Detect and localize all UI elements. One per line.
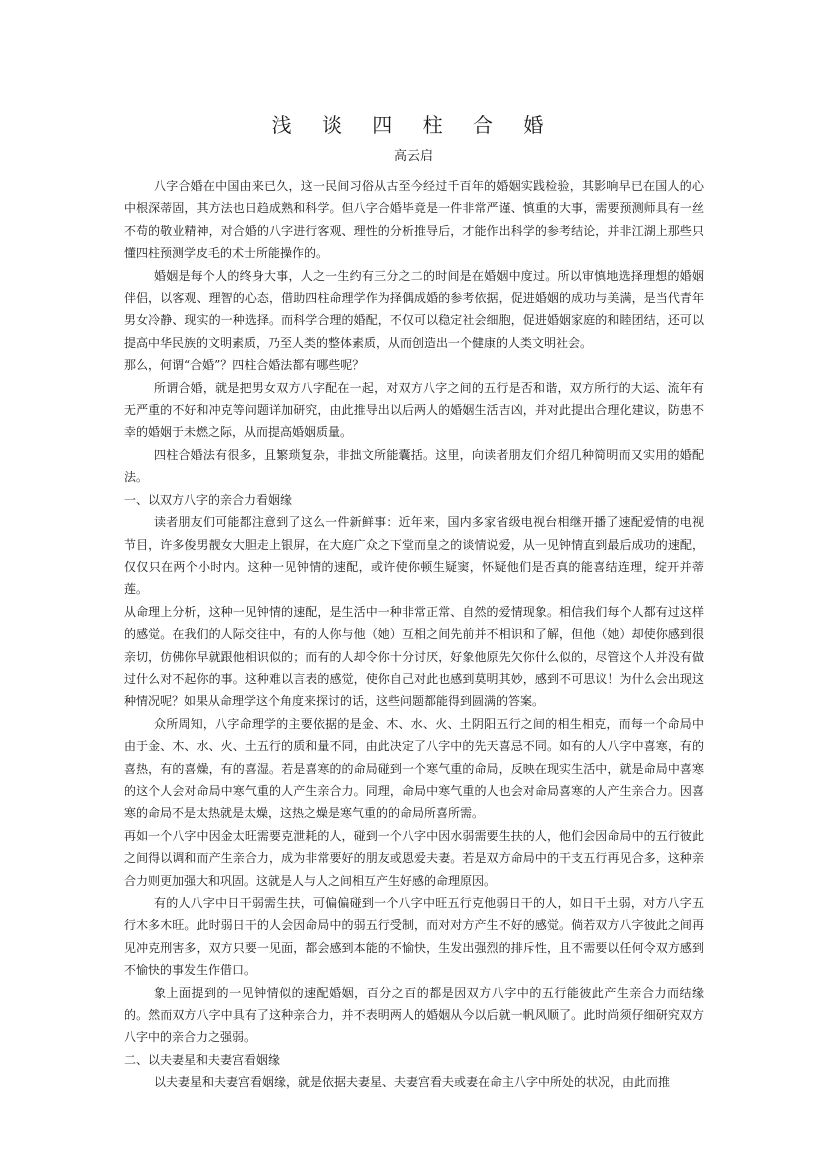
document-title: 浅 谈 四 柱 合 婚	[271, 113, 556, 137]
paragraph: 有的人八字中日干弱需生扶，可偏偏碰到一个八字中旺五行克他弱日干的人，如日干土弱，对方八字五行木多木旺。此时弱日干的人会因命局中的弱五行受制，而对对方产生不好的感觉。倘若双方八字彼此之间再见冲克刑害多，双方只要一见面，都会感到本能的不愉快，生发出强烈的排斥性，且不需要以任何令双方感到不愉快的事发生作借口。	[124, 896, 704, 978]
paragraph: 象上面提到的一见钟情似的速配婚姻，百分之百的都是因双方八字中的五行能彼此产生亲合力而结缘的。然而双方八字中具有了这种亲合力，并不表明两人的婚姻从今以后就一帆风顺了。此时尚须仔细研究双方八字中的亲合力之强弱。	[124, 985, 704, 1045]
document-author: 高云启	[393, 149, 433, 164]
paragraph: 八字合婚在中国由来已久，这一民间习俗从古至今经过千百年的婚姻实践检验，其影响早已在国人的心中根深蒂固，其方法也日趋成熟和科学。但八字合婚毕竟是一件非常严谨、慎重的大事，需要预测师具有一丝不苟的敬业精神，对合婚的八字进行客观、理性的分析推导后，才能作出科学的参考结论，并非江湖上那些只懂四柱预测学皮毛的术士所能操作的。	[124, 179, 704, 261]
section-heading-1: 一、以双方八字的亲合力看姻缘	[124, 492, 293, 507]
section-heading-2: 二、以夫妻星和夫妻宫看姻缘	[124, 1052, 281, 1067]
paragraph: 以夫妻星和夫妻宫看姻缘，就是依据夫妻星、夫妻宫看夫或妻在命主八字中所处的状况，由此而推	[154, 1075, 671, 1090]
document-body	[124, 175, 704, 1094]
paragraph: 众所周知，八字命理学的主要依据的是金、木、水、火、土阴阳五行之间的相生相克，而每一个命局中由于金、木、水、火、土五行的质和量不同，由此决定了八字中的先天喜忌不同。如有的人八字中喜寒，有的喜热，有的喜燥，有的喜湿。若是喜寒的的命局碰到一个寒气重的命局，反映在现实生活中，就是命局中喜寒的这个人会对命局中寒气重的人产生亲合力。同理，命局中寒气重的人也会对命局喜寒的人产生亲合力。因喜寒的命局不是太热就是太燥，这热之燥是寒气重的的命局所喜所需。	[124, 716, 704, 821]
paragraph: 读者朋友们可能都注意到了这么一件新鲜事：近年来，国内多家省级电视台相继开播了速配爱情的电视节目，许多俊男靓女大胆走上银屏，在大庭广众之下堂而皇之的谈情说爱，从一见钟情直到最后成功的速配，仅仅只在两个小时内。这种一见钟情的速配，或许使你顿生疑窦，怀疑他们是否真的能喜结连理，绽开并蒂莲。	[124, 515, 704, 597]
paragraph: 婚姻是每个人的终身大事，人之一生约有三分之二的时间是在婚姻中度过。所以审慎地选择理想的婚姻伴侣，以客观、理智的心态，借助四柱命理学作为择偶成婚的参考依据，促进婚姻的成功与美满，是当代青年男女冷静、现实的一种选择。而科学合理的婚配，不仅可以稳定社会细胞，促进婚姻家庭的和睦团结，还可以提高中华民族的文明素质，乃至人类的整体素质，从而创造出一个健康的人类文明社会。	[124, 268, 704, 350]
paragraph: 四柱合婚法有很多，且繁琐复杂，非拙文所能囊括。这里，向读者朋友们介绍几种简明而又实用的婚配法。	[124, 447, 704, 485]
paragraph: 从命理上分析，这种一见钟情的速配，是生活中一种非常正常、自然的爱情现象。相信我们每个人都有过这样的感觉。在我们的人际交往中，有的人你与他（她）互相之间先前并不相识和了解，但他（她）却使你感到很亲切，仿佛你早就跟他相识似的；而有的人却令你十分讨厌，好象他原先欠你什么似的，尽管这个人并没有做过什么对不起你的事。这种难以言表的感觉，使你自己对此也感到莫明其妙，感到不可思议！为什么会出现这种情况呢？如果从命理学这个角度来探讨的话，这些问题都能得到圆满的答案。	[124, 604, 704, 709]
question-line: 那么，何谓“合婚”？四柱合婚法都有哪些呢？	[124, 358, 365, 373]
paragraph: 所谓合婚，就是把男女双方八字配在一起，对双方八字之间的五行是否和谐，双方所行的大运、流年有无严重的不好和冲克等问题详加研究，由此推导出以后两人的婚姻生活吉凶，并对此提出合理化建议，防患不幸的婚姻于未燃之际，从而提高婚姻质量。	[124, 380, 704, 440]
paragraph: 再如一个八字中因金太旺需要克泄耗的人，碰到一个八字中因水弱需要生扶的人，他们会因命局中的五行彼此之间得以调和而产生亲合力，成为非常要好的朋友或恩爱夫妻。若是双方命局中的干支五行再见合多，这种亲合力则更加强大和巩固。这就是人与人之间相互产生好感的命理原因。	[124, 828, 704, 888]
